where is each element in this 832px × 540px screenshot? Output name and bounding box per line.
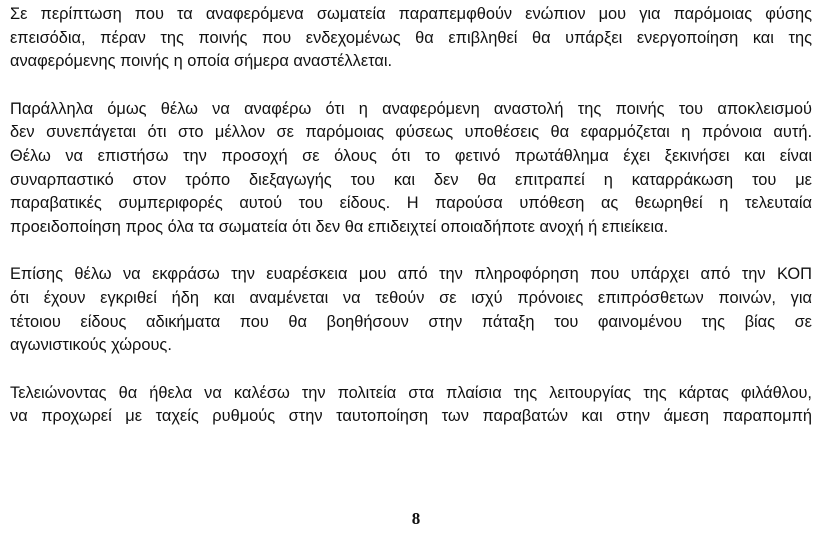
text-line: Παράλληλα όμως θέλω να αναφέρω ότι η αναφερόμενη αναστολή της ποινής του αποκλεισμού [10, 99, 812, 118]
paragraph-2 [10, 98, 812, 240]
text-line: προειδοποίηση προς όλα τα σωματεία ότι δεν θα επιδειχτεί οποιαδήποτε ανοχή ή επιείκεια. [10, 217, 669, 236]
text-line: ότι έχουν εγκριθεί ήδη και αναμένεται να τεθούν σε ισχύ πρόνοιες επιπρόσθετων ποινών, για [10, 288, 812, 307]
text-line: Σε περίπτωση που τα αναφερόμενα σωματεία παραπεμφθούν ενώπιον μου για παρόμοιας φύσης [10, 5, 812, 23]
text-line: δεν συνεπάγεται ότι στο μέλλον σε παρόμοιας φύσεως υποθέσεις θα εφαρμόζεται η πρόνοια αυτή. [10, 123, 812, 142]
text-line: Θέλω να επιστήσω την προσοχή σε όλους ότι το φετινό πρωτάθλημα έχει ξεκινήσει και είναι [10, 146, 812, 165]
document-page [10, 3, 812, 453]
text-line: τέτοιου είδους αδικήματα που θα βοηθήσουν στην πάταξη του φαινομένου της βίας σε [10, 312, 812, 331]
text-line: να προχωρεί με ταχείς ρυθμούς στην ταυτοποίηση των παραβατών και στην άμεση παραπομπή [10, 407, 812, 426]
text-line: Τελειώνοντας θα ήθελα να καλέσω την πολιτεία στα πλαίσια της λειτουργίας της κάρτας φιλάθλου, [10, 383, 812, 402]
text-line: παραβατικές συμπεριφορές αυτού του είδους. Η παρούσα υπόθεση ας θεωρηθεί η τελευταία [10, 194, 812, 213]
text-line: αναφερόμενης ποινής η οποία σήμερα αναστέλλεται. [10, 52, 393, 71]
text-line: συναρπαστικό στον τρόπο διεξαγωγής του και δεν θα επιτραπεί η καταρράκωση του με [10, 170, 812, 189]
paragraph-3 [10, 263, 812, 357]
text-line: επεισόδια, πέραν της ποινής που ενδεχομένως θα επιβληθεί θα υπάρξει ενεργοποίηση και της [10, 28, 812, 47]
text-line: αγωνιστικούς χώρους. [10, 336, 172, 355]
paragraph-1 [10, 3, 812, 74]
page-number: 8 [411, 509, 421, 528]
paragraph-4 [10, 382, 812, 429]
text-line: Επίσης θέλω να εκφράσω την ευαρέσκεια μου από την πληροφόρηση που υπάρχει από την ΚΟΠ [10, 265, 812, 284]
